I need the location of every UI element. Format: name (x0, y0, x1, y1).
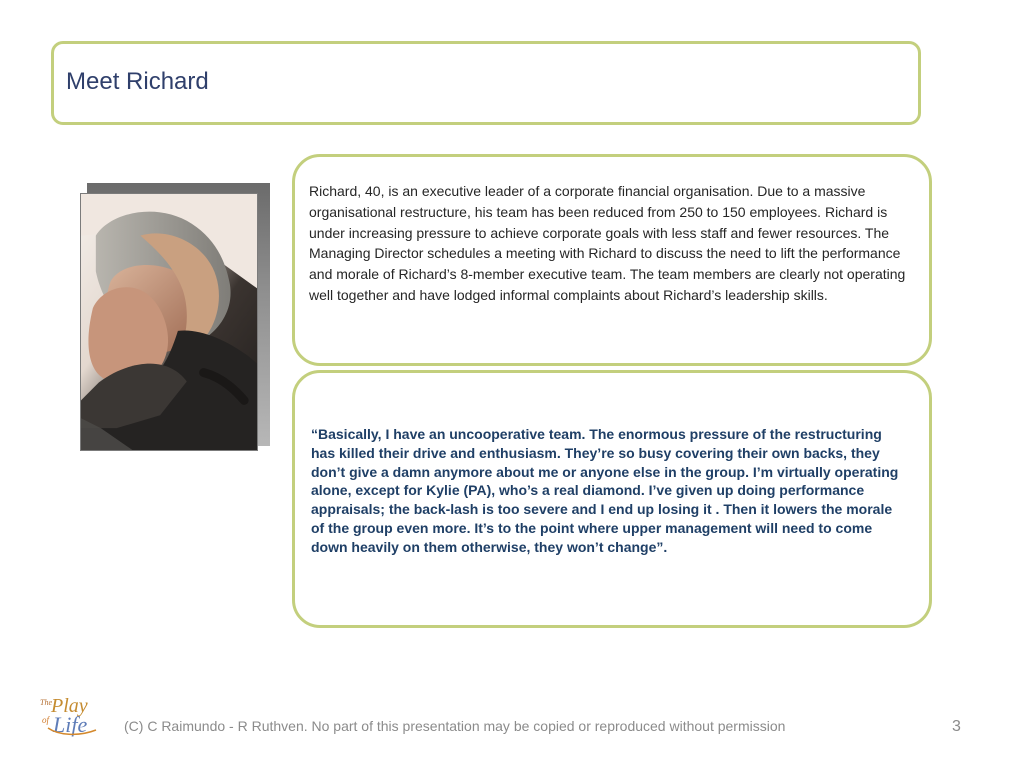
svg-text:of: of (42, 715, 50, 725)
svg-text:Life: Life (53, 712, 88, 737)
background-panel (292, 154, 932, 366)
photo-frame (80, 186, 270, 454)
stressed-man-photo (80, 193, 258, 451)
copyright-text: (C) C Raimundo - R Ruthven. No part of this presentation may be copied or reproduced without permission (124, 718, 786, 734)
stressed-man-image (81, 194, 257, 450)
quote-panel (292, 370, 932, 628)
title-box (51, 41, 921, 125)
page-number: 3 (952, 718, 961, 735)
quote-text: “Basically, I have an uncooperative team. The enormous pressure of the restructuring has killed their drive and enthusiasm. They’re so busy covering their own backs, they don’t give a damn anymore about me or anyone else in the group. I’m virtually operating alone, except for Kylie (PA), who’s a real diamond. I’ve given up doing performance appraisals; the back-lash is too severe and I end up losing it . Then it lowers the morale of the group even more. It’s to the point where upper management will need to come down heavily on them otherwise, they won’t change”. (311, 426, 899, 555)
play-life-logo (38, 690, 102, 738)
page-title: Meet Richard (66, 68, 209, 95)
svg-text:Play: Play (51, 695, 88, 717)
background-text: Richard, 40, is an executive leader of a corporate financial organisation. Due to a massive organisational restructure, his team has been reduced from 250 to 150 employees. Richard is under increasing pressure to achieve corporate goals with less staff and fewer resources. The Managing Director schedules a meeting with Richard to discuss the need to lift the performance and morale of Richard’s 8-member executive team. The team members are clearly not operating well together and have lodged informal complaints about Richard’s leadership skills. (309, 183, 906, 303)
svg-text:The: The (40, 698, 52, 707)
